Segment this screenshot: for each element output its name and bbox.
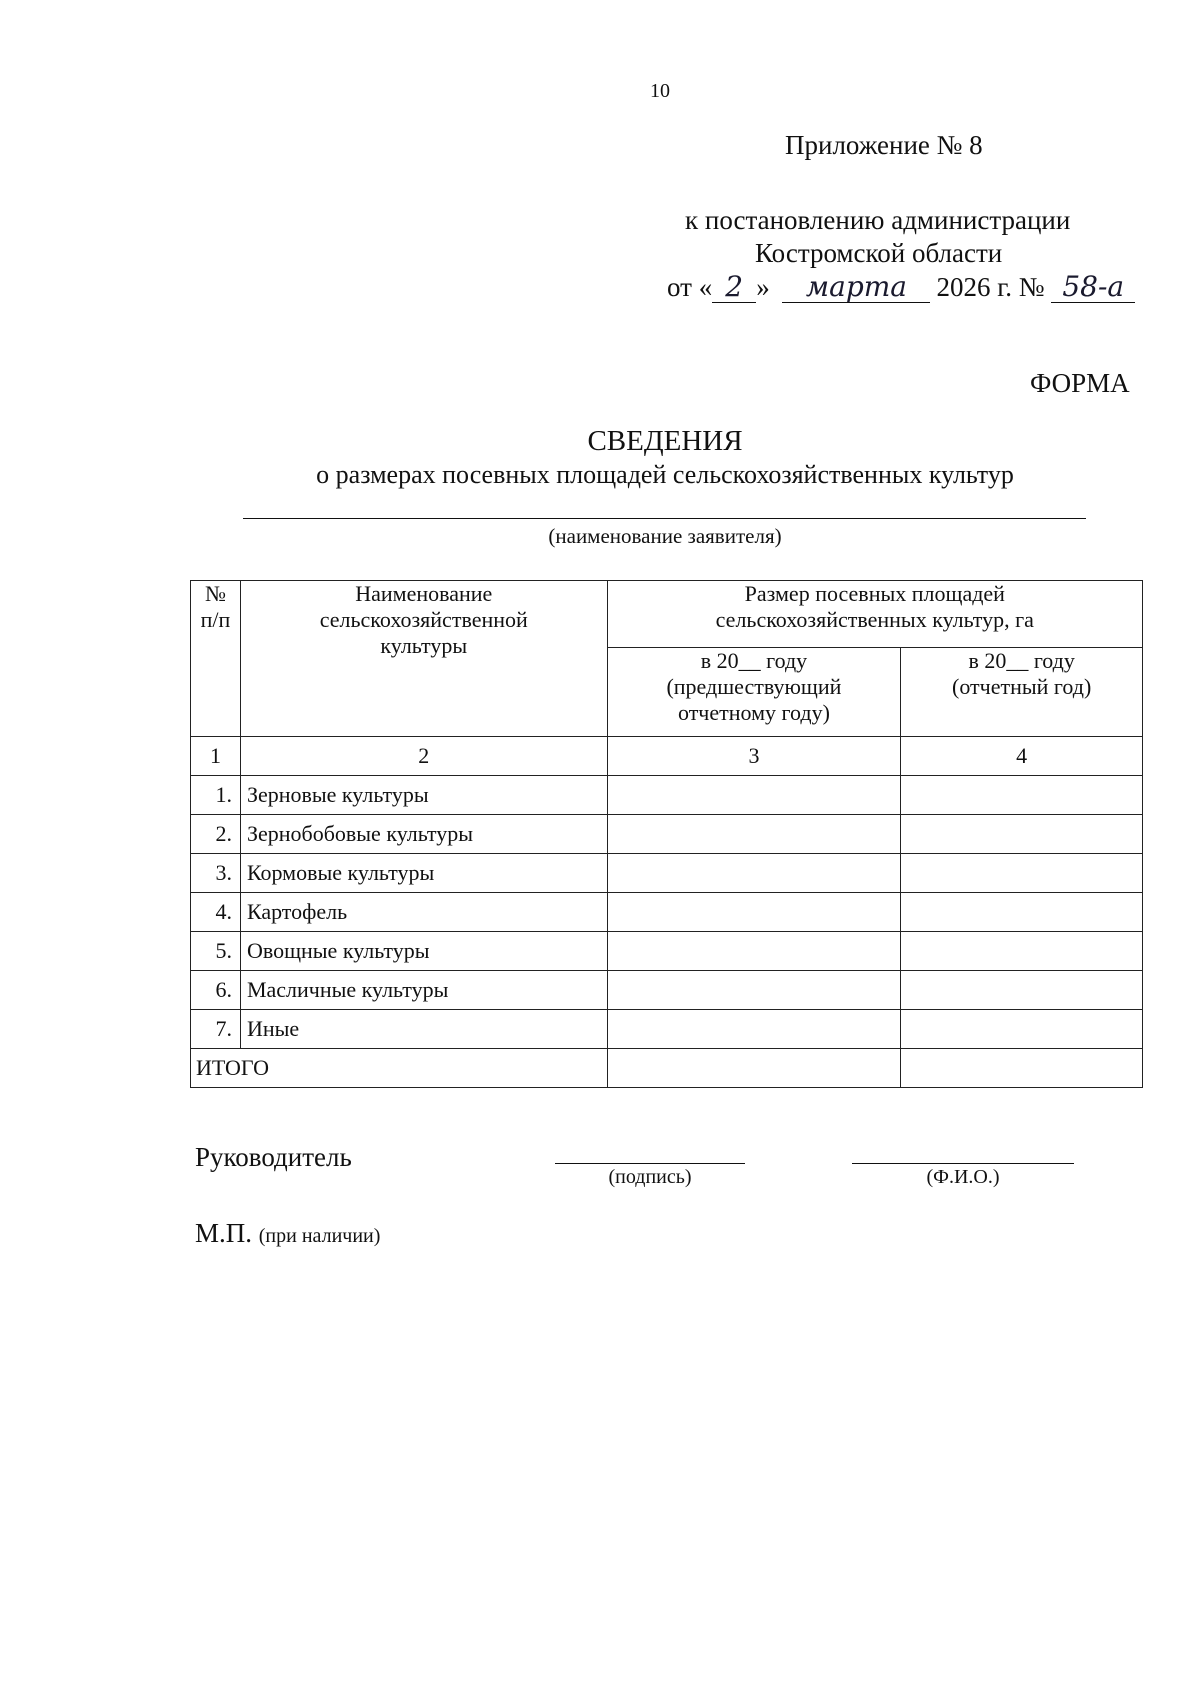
date-day-close: » — [756, 272, 770, 302]
full-name-line[interactable] — [852, 1163, 1074, 1164]
header-reporting-year — [901, 648, 1143, 737]
header-crop-name-line1: Наименование — [355, 581, 493, 606]
header-area-line2: сельскохозяйственных культур, га — [715, 607, 1034, 632]
table-row — [191, 815, 1143, 854]
head-label: Руководитель — [195, 1142, 352, 1172]
row-number: 6. — [191, 971, 241, 1010]
document-title: СВЕДЕНИЯ — [587, 425, 743, 457]
column-number-1: 1 — [191, 737, 241, 776]
row-number: 2. — [191, 815, 241, 854]
document-subtitle: о размерах посевных площадей сельскохозяйственных культур — [316, 460, 1014, 489]
row-number: 1. — [191, 776, 241, 815]
handwritten-day: 2 — [712, 272, 756, 303]
header-crop-name-line2: сельскохозяйственной — [319, 607, 528, 632]
row-crop-name: Зернобобовые культуры — [240, 815, 607, 854]
header-previous-year-line2: (предшествующий — [666, 674, 842, 699]
signature-caption: (подпись) — [608, 1166, 692, 1188]
cell-previous-year-area[interactable] — [607, 815, 901, 854]
form-label: ФОРМА — [1030, 368, 1130, 398]
cell-reporting-year-area[interactable] — [901, 776, 1143, 815]
stamp-place — [195, 1218, 380, 1249]
cell-reporting-year-area[interactable] — [901, 1010, 1143, 1049]
header-no-line2: п/п — [200, 607, 231, 632]
column-number-3: 3 — [607, 737, 901, 776]
table-row — [191, 1010, 1143, 1049]
cell-reporting-year-area[interactable] — [901, 815, 1143, 854]
row-crop-name: Кормовые культуры — [240, 854, 607, 893]
header-crop-name — [240, 581, 607, 737]
header-no — [191, 581, 241, 737]
total-row — [191, 1049, 1143, 1088]
header-area — [607, 581, 1142, 648]
stamp-label: М.П. — [195, 1218, 253, 1248]
header-area-line1: Размер посевных площадей — [744, 581, 1005, 606]
cell-previous-year-area[interactable] — [607, 971, 901, 1010]
row-number: 4. — [191, 893, 241, 932]
decree-reference-line1: к постановлению администрации — [685, 205, 1071, 235]
cell-reporting-year-area[interactable] — [901, 971, 1143, 1010]
table-row — [191, 971, 1143, 1010]
cell-reporting-year-area[interactable] — [901, 893, 1143, 932]
handwritten-decree-number: 58-а — [1051, 272, 1135, 303]
column-number-2: 2 — [240, 737, 607, 776]
row-number: 7. — [191, 1010, 241, 1049]
table-row — [191, 932, 1143, 971]
page-number: 10 — [650, 80, 670, 102]
header-previous-year — [607, 648, 901, 737]
applicant-name-line — [243, 518, 1086, 519]
signature-line[interactable] — [555, 1163, 745, 1164]
applicant-caption: (наименование заявителя) — [548, 524, 782, 548]
cell-reporting-year-area[interactable] — [901, 932, 1143, 971]
cell-previous-year-area[interactable] — [607, 1010, 901, 1049]
cell-reporting-year-area[interactable] — [901, 854, 1143, 893]
cell-previous-year-area[interactable] — [607, 776, 901, 815]
row-number: 3. — [191, 854, 241, 893]
full-name-caption: (Ф.И.О.) — [926, 1166, 1000, 1188]
date-prefix: от « — [667, 272, 713, 302]
decree-date-line — [667, 272, 1135, 303]
table-row — [191, 776, 1143, 815]
table-row — [191, 854, 1143, 893]
handwritten-month: марта — [782, 272, 930, 303]
header-crop-name-line3: культуры — [380, 633, 468, 658]
crop-area-table — [190, 580, 1143, 1088]
row-crop-name: Овощные культуры — [240, 932, 607, 971]
total-previous-year-area[interactable] — [607, 1049, 901, 1088]
row-number: 5. — [191, 932, 241, 971]
header-reporting-year-line2: (отчетный год) — [952, 674, 1092, 699]
row-crop-name: Иные — [240, 1010, 607, 1049]
header-previous-year-line3: отчетному году) — [677, 700, 830, 725]
row-crop-name: Масличные культуры — [240, 971, 607, 1010]
row-crop-name: Картофель — [240, 893, 607, 932]
row-crop-name: Зерновые культуры — [240, 776, 607, 815]
table-row — [191, 893, 1143, 932]
cell-previous-year-area[interactable] — [607, 854, 901, 893]
header-reporting-year-line1: в 20__ году — [968, 648, 1075, 673]
column-number-4: 4 — [901, 737, 1143, 776]
appendix-title: Приложение № 8 — [785, 130, 983, 160]
column-number-row — [191, 737, 1143, 776]
date-year: 2026 г. № — [936, 272, 1045, 302]
total-reporting-year-area[interactable] — [901, 1049, 1143, 1088]
cell-previous-year-area[interactable] — [607, 932, 901, 971]
header-no-line1: № — [204, 581, 226, 606]
header-previous-year-line1: в 20__ году — [700, 648, 808, 673]
total-label: ИТОГО — [191, 1049, 608, 1088]
decree-reference-line2: Костромской области — [755, 238, 1003, 268]
cell-previous-year-area[interactable] — [607, 893, 901, 932]
stamp-note: (при наличии) — [258, 1225, 381, 1247]
